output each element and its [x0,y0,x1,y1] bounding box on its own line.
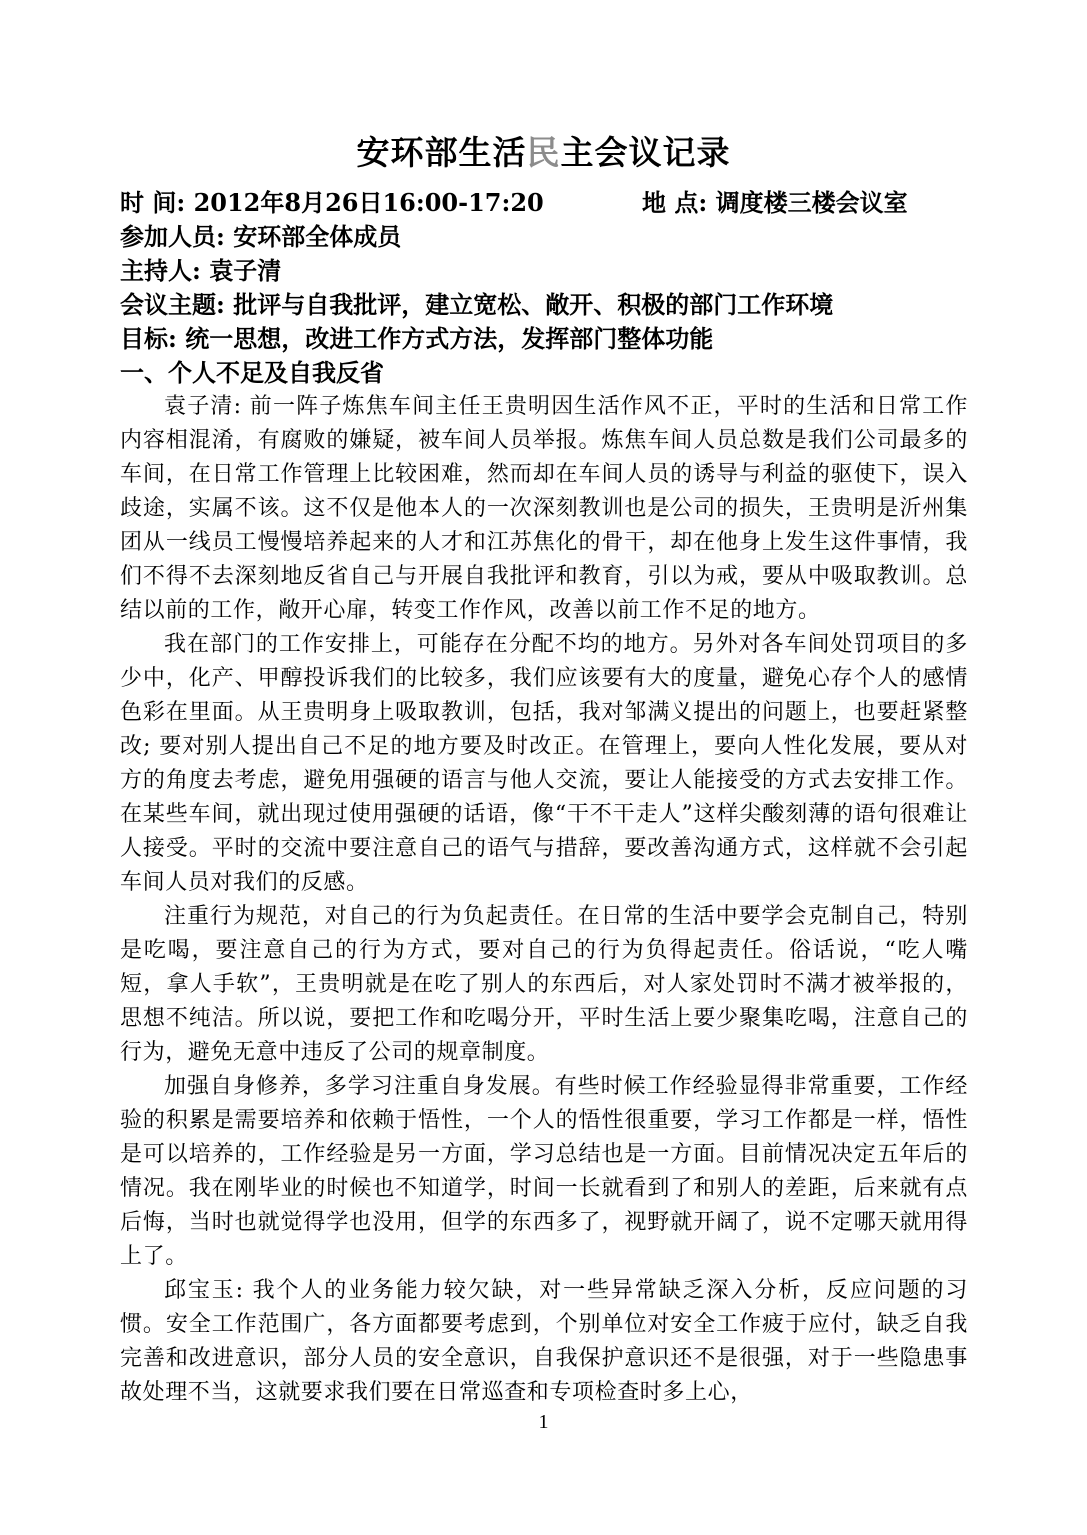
paragraph: 袁子清: 前一阵子炼焦车间主任王贵明因生活作风不正，平时的生活和日常工作内容相混淆，有腐败的嫌疑，被车间人员举报。炼焦车间人员总数是我们公司最多的车间，在日常工作管理上比较困难，然而却在车间人员的诱导与利益的驱使下，误入歧途，实属不该。这不仅是他本人的一次深刻教训也是公司的损失，王贵明是沂州集团从一线员工慢慢培养起来的人才和江苏焦化的骨干，却在他身上发生这件事情，我们不得不去深刻地反省自己与开展自我批评和教育，引以为戒，要从中吸取教训。总结以前的工作，敞开心扉，转变工作作风，改善以前工作不足的地方。 [120,394,968,623]
paragraph: 加强自身修养，多学习注重自身发展。有些时候工作经验显得非常重要，工作经验的积累是需要培养和依赖于悟性，一个人的悟性很重要，学习工作都是一样，悟性是可以培养的，工作经验是另一方面，学习总结也是一方面。目前情况决定五年后的情况。我在刚毕业的时候也不知道学，时间一长就看到了和别人的差距，后来就有点后悔，当时也就觉得学也没用，但学的东西多了，视野就开阔了，说不定哪天就用得上了。 [120,1074,968,1269]
meeting-place: 地 点: 调度楼三楼会议室 [642,188,908,217]
document-title [0,132,1087,174]
document-body [120,390,968,1410]
meeting-time: 时 间: 2012年8月26日16:00-17:20 [120,188,544,217]
paragraph: 邱宝玉: 我个人的业务能力较欠缺，对一些异常缺乏深入分析，反应问题的习惯。安全工作范围广，各方面都要考虑到，个别单位对安全工作疲于应付，缺乏自我完善和改进意识，部分人员的安全意识，自我保护意识还不是很强，对于一些隐患事故处理不当，这就要求我们要在日常巡查和专项检查时多上心， [120,1278,968,1405]
title-part-1: 安环部生活 [356,133,527,172]
section-heading: 一、个人不足及自我反省 [120,358,384,387]
meeting-goal: 目标: 统一思想，改进工作方式方法，发挥部门整体功能 [120,324,714,353]
title-part-3: 主会议记录 [560,133,731,172]
title-part-2: 民 [526,133,561,172]
page-number: 1 [538,1411,549,1433]
paragraph: 注重行为规范，对自己的行为负起责任。在日常的生活中要学会克制自己，特别是吃喝，要注意自己的行为方式，要对自己的行为负得起责任。俗话说，“吃人嘴短，拿人手软”，王贵明就是在吃了别人的东西后，对人家处罚时不满才被举报的，思想不纯洁。所以说，要把工作和吃喝分开，平时生活上要少聚集吃喝，注意自己的行为，避免无意中违反了公司的规章制度。 [120,904,968,1065]
meta-time-place-row [120,186,970,220]
paragraph: 我在部门的工作安排上，可能存在分配不均的地方。另外对各车间处罚项目的多少中，化产、甲醇投诉我们的比较多，我们应该要有大的度量，避免心存个人的感情色彩在里面。从王贵明身上吸取教训，包括，我对邹满义提出的问题上，也要赶紧整改; 要对别人提出自己不足的地方要及时改正。在管理上，要向人性化发展，要从对方的角度去考虑，避免用强硬的语言与他人交流，要让人能接受的方式去安排工作。在某些车间，就出现过使用强硬的话语，像“干不干走人”这样尖酸刻薄的语句很难让人接受。平时的交流中要注意自己的语气与措辞，要改善沟通方式，这样就不会引起车间人员对我们的反感。 [120,632,968,895]
meeting-host: 主持人: 袁子清 [120,256,282,285]
meeting-theme: 会议主题: 批评与自我批评，建立宽松、敞开、积极的部门工作环境 [120,290,834,319]
meeting-participants: 参加人员: 安环部全体成员 [120,222,402,251]
